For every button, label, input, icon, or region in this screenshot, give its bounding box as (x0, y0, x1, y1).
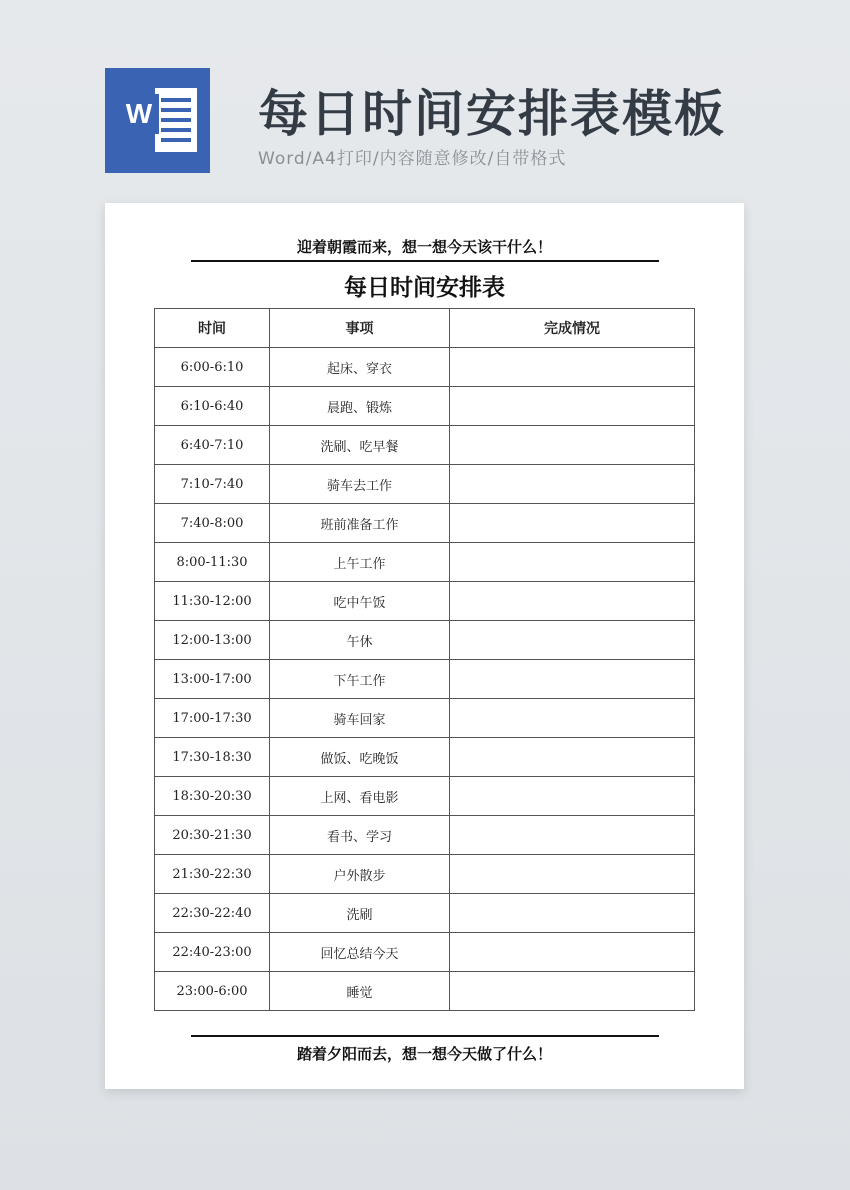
cell-time: 20:30-21:30 (155, 816, 270, 855)
table-row (155, 738, 695, 777)
cell-time: 22:30-22:40 (155, 894, 270, 933)
cell-task: 晨跑、锻炼 (270, 387, 450, 426)
table-row (155, 855, 695, 894)
cell-status[interactable] (450, 348, 695, 387)
cell-time: 17:30-18:30 (155, 738, 270, 777)
cell-task: 骑车回家 (270, 699, 450, 738)
cell-status[interactable] (450, 387, 695, 426)
cell-time: 6:40-7:10 (155, 426, 270, 465)
word-logo-icon (105, 68, 210, 173)
cell-task: 回忆总结今天 (270, 933, 450, 972)
cell-task: 起床、穿衣 (270, 348, 450, 387)
cell-time: 6:10-6:40 (155, 387, 270, 426)
document-icon (155, 88, 197, 152)
cell-task: 做饭、吃晚饭 (270, 738, 450, 777)
cell-time: 21:30-22:30 (155, 855, 270, 894)
cell-status[interactable] (450, 816, 695, 855)
cell-time: 6:00-6:10 (155, 348, 270, 387)
cell-task: 班前准备工作 (270, 504, 450, 543)
cell-status[interactable] (450, 777, 695, 816)
cell-task: 睡觉 (270, 972, 450, 1011)
table-row (155, 660, 695, 699)
table-row (155, 699, 695, 738)
cell-status[interactable] (450, 426, 695, 465)
table-row (155, 543, 695, 582)
cell-time: 11:30-12:00 (155, 582, 270, 621)
word-letter: W (119, 94, 159, 134)
cell-time: 7:10-7:40 (155, 465, 270, 504)
cell-task: 吃中午饭 (270, 582, 450, 621)
header-task: 事项 (270, 309, 450, 348)
cell-status[interactable] (450, 894, 695, 933)
header-status: 完成情况 (450, 309, 695, 348)
cell-status[interactable] (450, 465, 695, 504)
cell-status[interactable] (450, 660, 695, 699)
cell-task: 午休 (270, 621, 450, 660)
page-title: 每日时间安排表模板 (258, 85, 726, 143)
cell-time: 22:40-23:00 (155, 933, 270, 972)
schedule-body (155, 348, 695, 1011)
cell-status[interactable] (450, 621, 695, 660)
table-row (155, 465, 695, 504)
divider-bottom (191, 1035, 659, 1037)
cell-status[interactable] (450, 699, 695, 738)
cell-task: 洗刷 (270, 894, 450, 933)
cell-status[interactable] (450, 933, 695, 972)
schedule-table (154, 308, 695, 1011)
cell-time: 18:30-20:30 (155, 777, 270, 816)
cell-task: 上午工作 (270, 543, 450, 582)
table-header-row (155, 309, 695, 348)
cell-time: 8:00-11:30 (155, 543, 270, 582)
cell-task: 上网、看电影 (270, 777, 450, 816)
table-row (155, 894, 695, 933)
cell-time: 23:00-6:00 (155, 972, 270, 1011)
cell-status[interactable] (450, 738, 695, 777)
cell-task: 洗刷、吃早餐 (270, 426, 450, 465)
cell-status[interactable] (450, 582, 695, 621)
table-row (155, 504, 695, 543)
cell-time: 17:00-17:30 (155, 699, 270, 738)
cell-task: 骑车去工作 (270, 465, 450, 504)
cell-task: 下午工作 (270, 660, 450, 699)
table-row (155, 816, 695, 855)
table-row (155, 777, 695, 816)
document-page (105, 203, 744, 1089)
divider-top (191, 260, 659, 262)
table-row (155, 621, 695, 660)
table-row (155, 582, 695, 621)
motto-top: 迎着朝霞而来，想一想今天该干什么！ (296, 238, 552, 256)
cell-status[interactable] (450, 855, 695, 894)
cell-task: 看书、学习 (270, 816, 450, 855)
cell-task: 户外散步 (270, 855, 450, 894)
table-row (155, 933, 695, 972)
cell-status[interactable] (450, 504, 695, 543)
cell-status[interactable] (450, 543, 695, 582)
table-row (155, 387, 695, 426)
cell-status[interactable] (450, 972, 695, 1011)
cell-time: 12:00-13:00 (155, 621, 270, 660)
document-title: 每日时间安排表 (344, 274, 505, 301)
table-row (155, 348, 695, 387)
cell-time: 13:00-17:00 (155, 660, 270, 699)
table-row (155, 972, 695, 1011)
table-row (155, 426, 695, 465)
page-subtitle: Word/A4打印/内容随意修改/自带格式 (258, 149, 567, 169)
motto-bottom: 踏着夕阳而去，想一想今天做了什么！ (296, 1045, 552, 1063)
cell-time: 7:40-8:00 (155, 504, 270, 543)
header-time: 时间 (155, 309, 270, 348)
